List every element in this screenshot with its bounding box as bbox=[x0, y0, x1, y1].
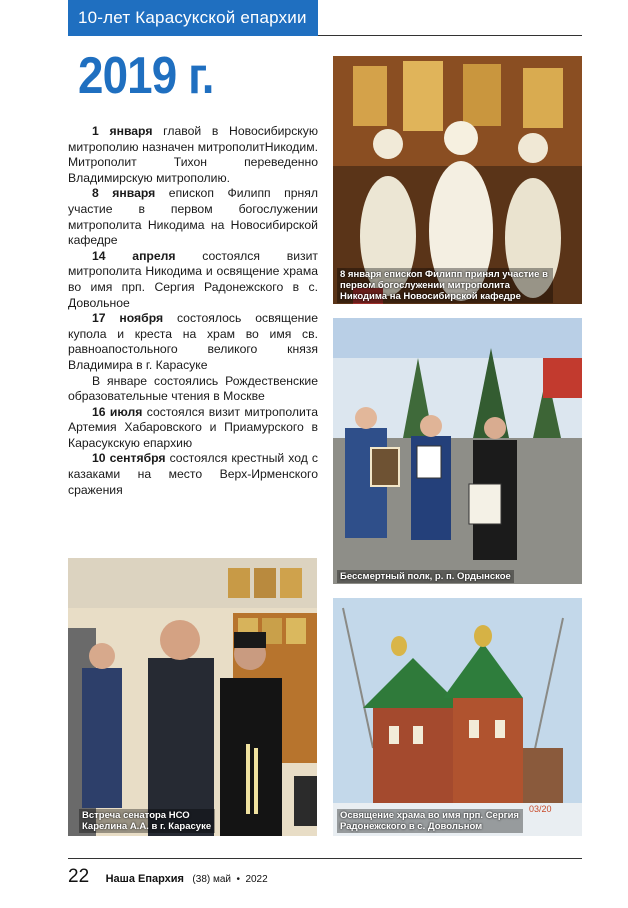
event-paragraph bbox=[68, 124, 318, 186]
liturgy-photo-art bbox=[333, 56, 582, 304]
event-text: епископ Филипп прнял участие в первом богослужении митрополита Никодима на Новосибирской кафедре bbox=[68, 186, 318, 248]
event-paragraph bbox=[68, 374, 318, 405]
section-title: 10-лет Карасукской епархии bbox=[78, 8, 307, 27]
regiment-photo bbox=[333, 318, 582, 584]
footer-rule bbox=[68, 858, 582, 859]
event-paragraph bbox=[68, 311, 318, 373]
regiment-caption: Бессмертный полк, р. п. Ордынское bbox=[337, 570, 514, 583]
event-date: 1 января bbox=[92, 124, 153, 138]
event-date: 16 июля bbox=[92, 404, 143, 419]
event-paragraph bbox=[68, 186, 318, 248]
church-photo-art bbox=[333, 598, 582, 836]
regiment-photo-art bbox=[333, 318, 582, 584]
events-text bbox=[68, 124, 318, 498]
church-photo bbox=[333, 598, 582, 836]
header-rule bbox=[318, 35, 582, 36]
page-number: 22 bbox=[68, 866, 90, 887]
event-date: 14 апреля bbox=[92, 248, 176, 263]
issue-label: (38) май bbox=[192, 874, 232, 885]
year-heading: 2019 г. bbox=[78, 47, 214, 105]
event-text: состоялся крестный ход с казаками на место Верх-Ирменского сражения bbox=[68, 451, 318, 497]
event-date: 8 января bbox=[92, 186, 156, 201]
event-paragraph bbox=[68, 249, 318, 311]
footer bbox=[68, 866, 268, 886]
event-text: состоялось освящение купола и креста на храм во имя св. равноапостольного великого князя Владимира в г. Карасуке bbox=[68, 311, 318, 372]
event-paragraph bbox=[68, 405, 318, 452]
footer-bullet: • bbox=[236, 874, 240, 885]
event-text: состоялся визит митрополита Артемия Хабаровского и Приамурского в Карасукскую епархию bbox=[68, 404, 318, 450]
senator-photo-art bbox=[68, 558, 317, 836]
event-paragraph bbox=[68, 451, 318, 498]
event-date: 10 сентября bbox=[92, 451, 166, 466]
magazine-title: Наша Епархия bbox=[105, 873, 184, 885]
church-caption: Освящение храма во имя прп. Сергия Радонежского в с. Довольном bbox=[337, 809, 523, 833]
issue-year: 2022 bbox=[245, 874, 268, 885]
liturgy-photo bbox=[333, 56, 582, 304]
liturgy-caption: 8 января епископ Филипп принял участие в первом богослужении митрополита Никодима на Новосибирской кафедре bbox=[337, 268, 553, 303]
event-text: состоялся визит митрополита Никодима и освящение храма во имя прп. Сергия Радонежского в с. Довольное bbox=[68, 248, 318, 310]
event-text: главой в Новосибирскую митрополию назначен митрополитНикодим. Митрополит Тихон переведенно Владимирскую митрополию. bbox=[68, 124, 318, 185]
date-stamp: 03/20 bbox=[529, 804, 552, 814]
senator-caption: Встреча сенатора НСО Карелина А.А. в г. Карасуке bbox=[79, 809, 215, 833]
event-date: 17 ноября bbox=[92, 311, 164, 326]
event-text: В январе состоялись Рождественские образовательные чтения в Москве bbox=[68, 373, 318, 404]
senator-photo bbox=[68, 558, 317, 836]
